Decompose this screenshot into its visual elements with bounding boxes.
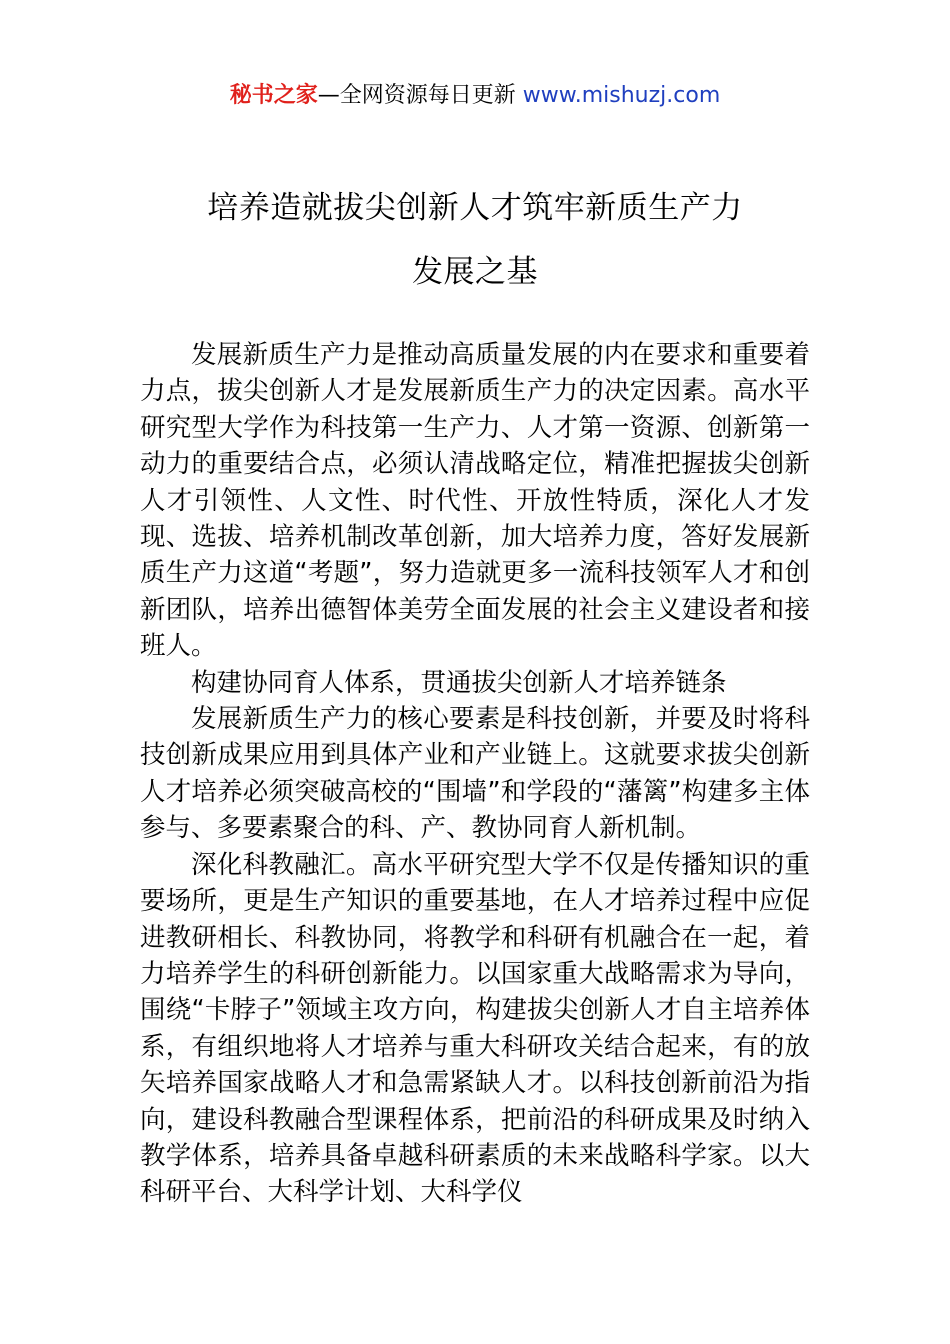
title-line-2: 发展之基 xyxy=(412,254,538,290)
site-url[interactable]: www.mishuzj.com xyxy=(522,83,721,108)
document-body xyxy=(140,337,810,1211)
section-heading: 构建协同育人体系，贯通拔尖创新人才培养链条 xyxy=(191,667,727,698)
site-header xyxy=(0,82,950,110)
title-line-1: 培养造就拔尖创新人才筑牢新质生产力 xyxy=(207,190,743,226)
site-tagline: —全网资源每日更新 xyxy=(317,83,516,108)
document-title xyxy=(140,176,810,304)
paragraph-science-education: 深化科教融汇。高水平研究型大学不仅是传播知识的重要场所，更是生产知识的重要基地，在人才培养过程中应促进教研相长、科教协同，将教学和科研有机融合在一起，着力培养学生的科研创新能力。以国家重大战略需求为导向，围绕“卡脖子”领域主攻方向，构建拔尖创新人才自主培养体系，有组织地将人才培养与重大科研攻关结合起来，有的放矢培养国家战略人才和急需紧缺人才。以科技创新前沿为指向，建设科教融合型课程体系，把前沿的科研成果及时纳入教学体系，培养具备卓越科研素质的未来战略科学家。以大科研平台、大科学计划、大科学仪 xyxy=(140,849,810,1208)
site-brand: 秘书之家 xyxy=(229,83,318,108)
paragraph-core-elements: 发展新质生产力的核心要素是科技创新，并要及时将科技创新成果应用到具体产业和产业链上。这就要求拔尖创新人才培养必须突破高校的“围墙”和学段的“藩篱”构建多主体参与、多要素聚合的科、产、教协同育人新机制。 xyxy=(140,704,810,844)
paragraph-intro: 发展新质生产力是推动高质量发展的内在要求和重要着力点，拔尖创新人才是发展新质生产力的决定因素。高水平研究型大学作为科技第一生产力、人才第一资源、创新第一动力的重要结合点，必须认清战略定位，精准把握拔尖创新人才引领性、人文性、时代性、开放性特质，深化人才发现、选拔、培养机制改革创新，加大培养力度，答好发展新质生产力这道“考题”，努力造就更多一流科技领军人才和创新团队，培养出德智体美劳全面发展的社会主义建设者和接班人。 xyxy=(140,340,810,662)
